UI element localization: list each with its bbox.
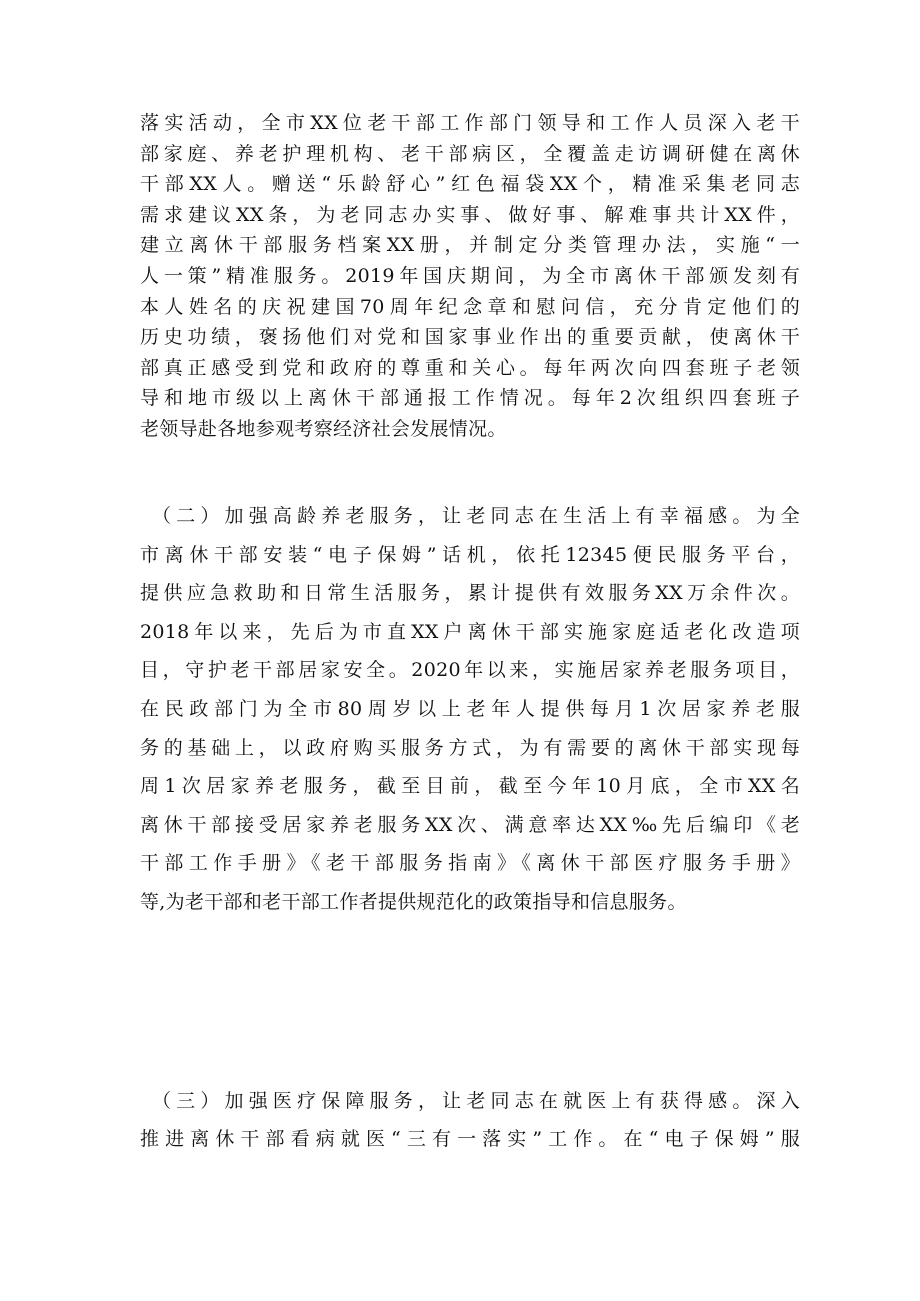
text-line: 干部工作手册》《老干部服务指南》《离休干部医疗服务手册》 bbox=[140, 852, 800, 875]
text-line: 落实活动，全市XX位老干部工作部门领导和工作人员深入老干 bbox=[140, 112, 800, 134]
paragraph-visits-and-care bbox=[140, 108, 800, 445]
text-line: 老领导赴各地参观考察经济社会发展情况。 bbox=[140, 417, 507, 440]
text-line: 周1次居家养老服务，截至目前，截至今年10月底，全市XX名 bbox=[140, 775, 800, 798]
section-heading-line: （二）加强高龄养老服务，让老同志在生活上有幸福感。为全 bbox=[152, 505, 800, 527]
text-line: 历史功绩，褒扬他们对党和国家事业作出的重要贡献，使离休干 bbox=[140, 326, 800, 349]
text-line: 建立离休干部服务档案XX册，并制定分类管理办法，实施“一 bbox=[140, 234, 800, 257]
text-line: 部家庭、养老护理机构、老干部病区，全覆盖走访调研健在离休 bbox=[140, 142, 800, 165]
section-heading-line: （三）加强医疗保障服务，让老同志在就医上有获得感。深入 bbox=[152, 1090, 800, 1112]
text-line: 在民政部门为全市80周岁以上老年人提供每月1次居家养老服 bbox=[140, 697, 800, 720]
text-line: 市离休干部安装“电子保姆”话机，依托12345便民服务平台， bbox=[140, 543, 800, 566]
text-line: 导和地市级以上离休干部通报工作情况。每年2次组织四套班子 bbox=[140, 387, 800, 410]
text-line: 部真正感受到党和政府的尊重和关心。每年两次向四套班子老领 bbox=[140, 356, 800, 379]
text-line: 等,为老干部和老干部工作者提供规范化的政策指导和信息服务。 bbox=[140, 890, 687, 913]
paragraph-medical-services bbox=[140, 1082, 800, 1158]
text-line: 务的基础上，以政府购买服务方式，为有需要的离休干部实现每 bbox=[140, 736, 800, 759]
text-line: 需求建议XX条，为老同志办实事、做好事、解难事共计XX件， bbox=[140, 203, 800, 226]
text-line: 本人姓名的庆祝建国70周年纪念章和慰问信，充分肯定他们的 bbox=[140, 295, 800, 318]
text-line: 推进离休干部看病就医“三有一落实”工作。在“电子保姆”服 bbox=[140, 1128, 800, 1150]
text-line: 目，守护老干部居家安全。2020年以来，实施居家养老服务项目， bbox=[140, 659, 800, 682]
text-line: 人一策”精准服务。2019年国庆期间，为全市离休干部颁发刻有 bbox=[140, 264, 800, 287]
text-line: 提供应急救助和日常生活服务，累计提供有效服务XX万余件次。 bbox=[140, 582, 800, 605]
text-line: 离休干部接受居家养老服务XX次、满意率达XX‰先后编印《老 bbox=[140, 813, 800, 836]
text-line: 干部XX人。赠送“乐龄舒心”红色福袋XX个，精准采集老同志 bbox=[140, 173, 800, 196]
text-line: 2018年以来，先后为市直XX户离休干部实施家庭适老化改造项 bbox=[140, 620, 800, 643]
paragraph-elderly-care-services bbox=[140, 497, 800, 922]
